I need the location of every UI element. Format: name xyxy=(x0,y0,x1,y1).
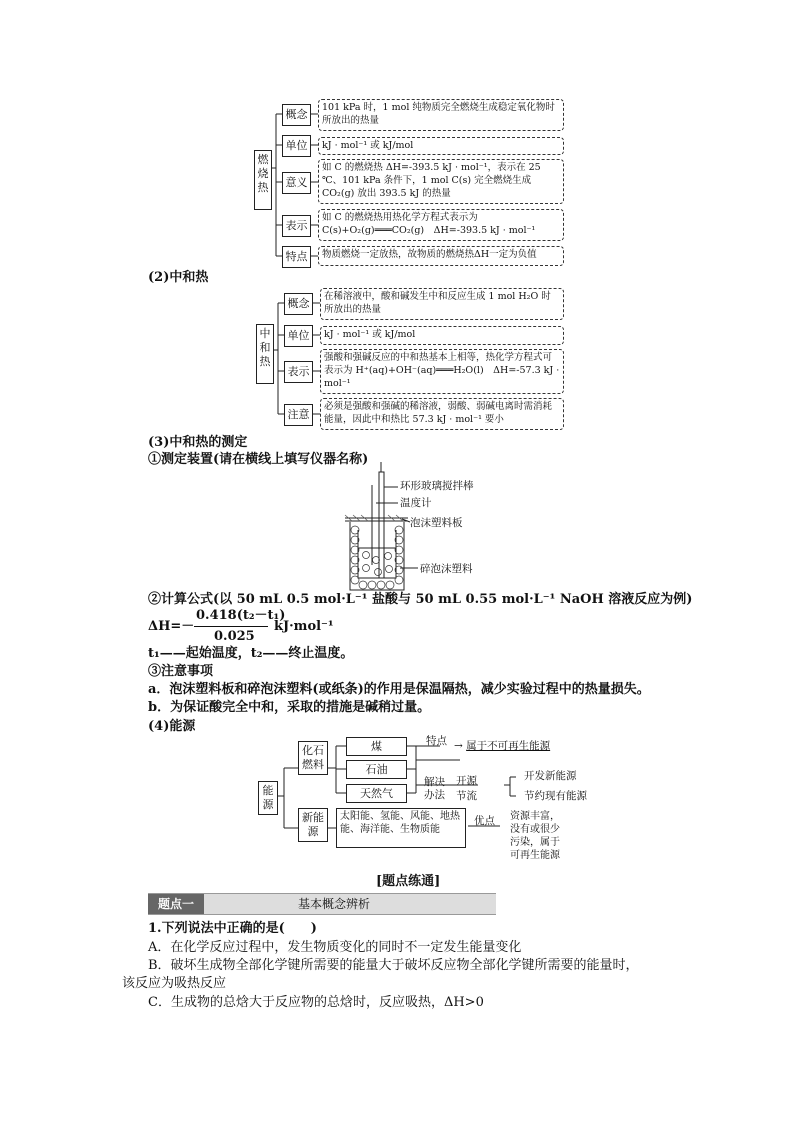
question-stem: 1.下列说法中正确的是( ) xyxy=(148,921,317,936)
feature-text: → 属于不可再生能源 xyxy=(454,740,551,752)
combustion-label-feature: 特点 xyxy=(282,246,311,268)
combustion-label-expression: 表示 xyxy=(282,215,311,237)
note-b: b．为保证酸完全中和，采取的措施是碱稍过量。 xyxy=(148,700,431,715)
energy-heading: (4)能源 xyxy=(148,719,196,734)
apparatus-heading: ①测定装置(请在横线上填写仪器名称) xyxy=(148,452,369,467)
apparatus-label-foam-bits: 碎泡沫塑料 xyxy=(420,563,473,575)
neutral-label-unit: 单位 xyxy=(284,325,313,347)
fossil-coal: 煤 xyxy=(346,737,407,756)
open-label: 开源 xyxy=(456,775,477,787)
combustion-meaning-content: 如 C 的燃烧热 ΔH=-393.5 kJ · mol⁻¹，表示在 25 ℃、101 kPa 条件下，1 mol C(s) 完全燃烧生成 CO₂(g) 放出 393.5 kJ 的热量 xyxy=(322,162,541,199)
neutral-unit-text xyxy=(320,326,564,345)
neutral-label-concept: 概念 xyxy=(284,293,313,315)
neutral-expression-text xyxy=(320,349,564,394)
neutral-side-label: 中和热 xyxy=(256,324,274,384)
combustion-label-concept: 概念 xyxy=(282,104,311,126)
fossil-oil: 石油 xyxy=(346,760,407,779)
fraction-bar xyxy=(194,626,268,627)
advantage-text: 资源丰富，没有或很少污染，属于可再生能源 xyxy=(510,811,560,861)
new-energy-items: 太阳能、氢能、风能、地热能、海洋能、生物质能 xyxy=(336,808,466,848)
neutral-note-content: 必须是强酸和强碱的稀溶液，弱酸、弱碱电离时需消耗能量，因此中和热比 57.3 kJ · mol⁻¹ 要小 xyxy=(324,401,553,425)
combustion-feature-content: 物质燃烧一定放热，故物质的燃烧热ΔH一定为负值 xyxy=(322,249,537,260)
save-label: 节流 xyxy=(456,790,477,802)
advantage-label: 优点 xyxy=(474,815,495,827)
combustion-concept-content: 101 kPa 时，1 mol 纯物质完全燃烧生成稳定氧化物时所放出的热量 xyxy=(322,102,555,126)
section-banner xyxy=(148,893,496,915)
combustion-unit-text xyxy=(318,137,564,155)
notes-heading: ③注意事项 xyxy=(148,664,214,679)
practice-title: [题点练通] xyxy=(376,874,441,889)
combustion-unit-content: kJ · mol⁻¹ 或 kJ/mol xyxy=(322,140,414,151)
solution-label: 解决办法 xyxy=(424,776,445,801)
note-a: a．泡沫塑料板和碎泡沫塑料(或纸条)的作用是保温隔热，减少实验过程中的热量损失。 xyxy=(148,682,650,697)
feature-label: 特点 xyxy=(426,735,447,747)
temps-line: t₁——起始温度，t₂——终止温度。 xyxy=(148,646,354,661)
energy-fossil: 化石燃料 xyxy=(298,741,328,775)
combustion-label-meaning: 意义 xyxy=(282,172,311,194)
neutral-concept-content: 在稀溶液中，酸和碱发生中和反应生成 1 mol H₂O 时所放出的热量 xyxy=(324,291,551,315)
apparatus-label-stirrer: 环形玻璃搅拌棒 xyxy=(400,480,474,492)
option-a: A．在化学反应过程中，发生物质变化的同时不一定发生能量变化 xyxy=(148,940,522,955)
measure-heading: (3)中和热的测定 xyxy=(148,435,248,450)
combustion-expression-content: 如 C 的燃烧热用热化学方程式表示为 C(s)+O₂(g)═══CO₂(g) ΔH=-393.5 kJ · mol⁻¹ xyxy=(322,212,536,236)
combustion-meaning-text xyxy=(318,159,564,204)
open-text: 开发新能源 xyxy=(524,770,577,782)
option-b-line1: B．破坏生成物全部化学键所需要的能量大于破坏反应物全部化学键所需要的能量时， xyxy=(148,958,639,973)
banner-tag: 题点一 xyxy=(148,894,204,914)
formula-heading: ②计算公式(以 50 mL 0.5 mol·L⁻¹ 盐酸与 50 mL 0.55 mol·L⁻¹ NaOH 溶液反应为例) xyxy=(148,592,693,607)
save-text: 节约现有能源 xyxy=(524,790,587,802)
formula-denominator: 0.025 xyxy=(214,629,255,644)
neutral-note-text xyxy=(320,398,564,430)
neutral-concept-text xyxy=(320,288,564,320)
banner-title: 基本概念辨析 xyxy=(298,897,371,911)
combustion-feature-text xyxy=(318,246,564,266)
energy-root: 能源 xyxy=(258,781,278,815)
option-c: C．生成物的总焓大于反应物的总焓时，反应吸热，ΔH>0 xyxy=(148,995,484,1010)
formula-numerator: 0.418(t₂－t₁) xyxy=(196,608,286,623)
combustion-expression-text xyxy=(318,209,564,241)
energy-new: 新能源 xyxy=(298,808,328,842)
formula-lhs: ΔH=－ xyxy=(148,619,195,634)
formula-unit: kJ·mol⁻¹ xyxy=(274,619,334,634)
combustion-label-unit: 单位 xyxy=(282,135,311,157)
neutral-label-expression: 表示 xyxy=(284,361,313,383)
feature-text-content: 属于不可再生能源 xyxy=(466,740,551,752)
neutral-unit-content: kJ · mol⁻¹ 或 kJ/mol xyxy=(324,329,416,340)
apparatus-label-thermometer: 温度计 xyxy=(400,497,432,509)
neutral-heading: (2)中和热 xyxy=(148,270,209,285)
apparatus-label-foam-board: 泡沫塑料板 xyxy=(410,517,463,529)
combustion-side-label: 燃烧热 xyxy=(254,150,272,210)
option-b-line2: 该反应为吸热反应 xyxy=(122,976,227,991)
combustion-concept-text xyxy=(318,99,564,131)
neutral-label-note: 注意 xyxy=(284,404,313,426)
fossil-gas: 天然气 xyxy=(346,784,407,803)
neutral-expression-content: 强酸和强碱反应的中和热基本上相等，热化学方程式可表示为 H⁺(aq)+OH⁻(aq)═══H₂O(l) ΔH=-57.3 kJ · mol⁻¹ xyxy=(324,352,560,389)
